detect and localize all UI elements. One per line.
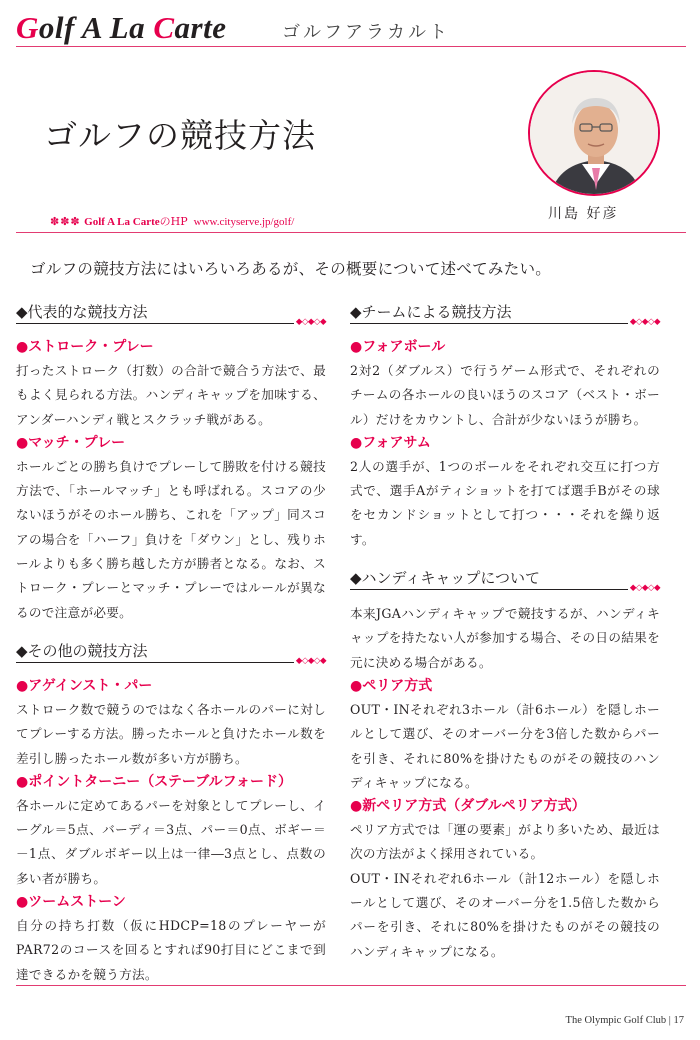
diamond-ornament-icon: ◆◇◆◇◆ bbox=[629, 583, 660, 594]
paragraph-new-peoria-2: OUT・INそれぞれ6ホール（計12ホール）を隠しホールとして選び、そのオーバー分を1.5倍した数からパーを引き、それに80%を掛けたものがその競技のハンディキャップになる。 bbox=[350, 870, 660, 959]
right-column bbox=[350, 298, 660, 964]
masthead-title-g: G bbox=[16, 10, 39, 45]
intro-text: ゴルフの競技方法にはいろいろあるが、その概要について述べてみたい。 bbox=[30, 260, 552, 278]
section-underline bbox=[16, 662, 294, 663]
paragraph-stableford: 各ホールに定めてあるパーを対象としてプレーし、イーグル＝5点、バーディ＝3点、パー＝0点、ボギー＝－1点、ダブルボギー以上は一律―3点とし、点数の多い者が勝ち。 bbox=[16, 797, 326, 886]
paragraph-stroke-play: 打ったストローク（打数）の合計で競合う方法で、最もよく見られる方法。ハンディキャップを加味する、アンダーハンディ戦とスクラッチ戦がある。 bbox=[16, 363, 326, 427]
diamond-ornament-icon: ◆◇◆◇◆ bbox=[295, 317, 326, 327]
section-header-team bbox=[350, 298, 660, 328]
subhead-foursome: ●フォアサム bbox=[350, 434, 431, 451]
footer-page-number: The Olympic Golf Club | 17 bbox=[565, 1015, 684, 1026]
masthead-kana: ゴルフアラカルト bbox=[282, 22, 450, 43]
article-title: ゴルフの競技方法 bbox=[44, 116, 316, 155]
diamond-ornament-icon: ◆◇◆◇◆ bbox=[629, 317, 660, 327]
left-column bbox=[16, 298, 326, 987]
subhead-tombstone: ●ツームストーン bbox=[16, 894, 126, 911]
subhead-stroke-play: ●ストローク・プレー bbox=[16, 339, 154, 355]
section-header-handicap bbox=[350, 564, 660, 594]
masthead-title bbox=[16, 10, 226, 46]
subhead-match-play: ●マッチ・プレー bbox=[16, 434, 126, 451]
diamond-ornament-icon: ◆◇◆◇◆ bbox=[295, 655, 326, 666]
section-header-representative bbox=[16, 298, 326, 328]
section-title: ◆チームによる競技方法 bbox=[350, 303, 512, 321]
masthead-rule bbox=[16, 46, 686, 47]
paragraph-against-par: ストローク数で競うのではなく各ホールのパーに対してプレーする方法。勝ったホールと負けたホール数を差引し勝ったホール数が多い方が勝ち。 bbox=[16, 701, 326, 766]
hp-stars: ✽✽✽ bbox=[50, 215, 81, 228]
subhead-peoria: ●ペリア方式 bbox=[350, 677, 433, 694]
paragraph-match-play: ホールごとの勝ち負けでプレーして勝敗を付ける競技方法で、「ホールマッチ」とも呼ばれる。スコアの少ないほうがそのホール勝ち、これを「アップ」同スコアの場合を「ハーフ」負けを「ダウン」とし、残りホールよりも多く勝ち越した方が勝者となる。なお、ストローク・プレーとマッチ・プレーではルールが異なるので注意が必要。 bbox=[16, 458, 326, 620]
subhead-four-ball: ●フォアボール bbox=[350, 339, 446, 355]
paragraph-peoria: OUT・INそれぞれ3ホール（計6ホール）を隠しホールとして選び、そのオーバー分を3倍した数からパーを引き、それに80%を掛けたものがその競技のハンディキャップになる。 bbox=[350, 701, 660, 790]
subhead-stableford: ●ポイントターニー（ステーブルフォード） bbox=[16, 773, 292, 790]
section-header-other bbox=[16, 637, 326, 667]
hp-suffix: のHP bbox=[159, 215, 188, 228]
section-gap bbox=[16, 625, 326, 637]
paragraph-handicap-intro: 本来JGAハンディキャップで競技するが、ハンディキャップを持たない人が参加する場合、その日の結果を元に決める場合がある。 bbox=[350, 606, 660, 670]
section-title: ◆その他の競技方法 bbox=[16, 641, 148, 660]
author-name: 川島 好彦 bbox=[548, 206, 619, 222]
section-title: ◆ハンディキャップについて bbox=[350, 569, 541, 588]
title-rule bbox=[16, 232, 686, 233]
paragraph-foursome: 2人の選手が、1つのボールをそれぞれ交互に打つ方式で、選手Aがティショットを打てば選手Bがその球をセカンドショットとして打つ・・・それを繰り返す。 bbox=[350, 458, 660, 547]
hp-url[interactable]: www.cityserve.jp/golf/ bbox=[193, 216, 295, 228]
masthead-title-c: C bbox=[153, 10, 175, 45]
subhead-new-peoria: ●新ペリア方式（ダブルペリア方式） bbox=[350, 798, 586, 815]
section-title: ◆代表的な競技方法 bbox=[16, 303, 148, 321]
hp-brand: Golf A La Carte bbox=[84, 216, 160, 228]
paragraph-four-ball: 2対2（ダブルス）で行うゲーム形式で、それぞれのチームの各ホールの良いほうのスコア（ベスト・ボール）だけをカウントし、合計が少ないほうが勝ち。 bbox=[350, 363, 660, 427]
paragraph-tombstone: 自分の持ち打数（仮にHDCP=18のプレーヤーがPAR72のコースを回るとすれば90打目にどこまで到達できるかを競う方法。 bbox=[16, 918, 326, 982]
section-underline bbox=[350, 589, 628, 590]
subhead-against-par: ●アゲインスト・パー bbox=[16, 677, 153, 694]
paragraph-new-peoria-1: ペリア方式では「運の要素」がより多いため、最近は次の方法がよく採用されている。 bbox=[350, 822, 660, 862]
section-underline bbox=[350, 323, 628, 324]
author-portrait-icon bbox=[530, 72, 660, 196]
footer-rule bbox=[16, 985, 686, 986]
section-underline bbox=[16, 323, 294, 324]
homepage-line bbox=[50, 213, 294, 229]
masthead bbox=[16, 10, 684, 50]
masthead-title-mid: olf A La bbox=[38, 10, 154, 45]
section-gap bbox=[350, 552, 660, 564]
author-photo bbox=[528, 70, 660, 196]
masthead-title-end: arte bbox=[174, 10, 227, 45]
